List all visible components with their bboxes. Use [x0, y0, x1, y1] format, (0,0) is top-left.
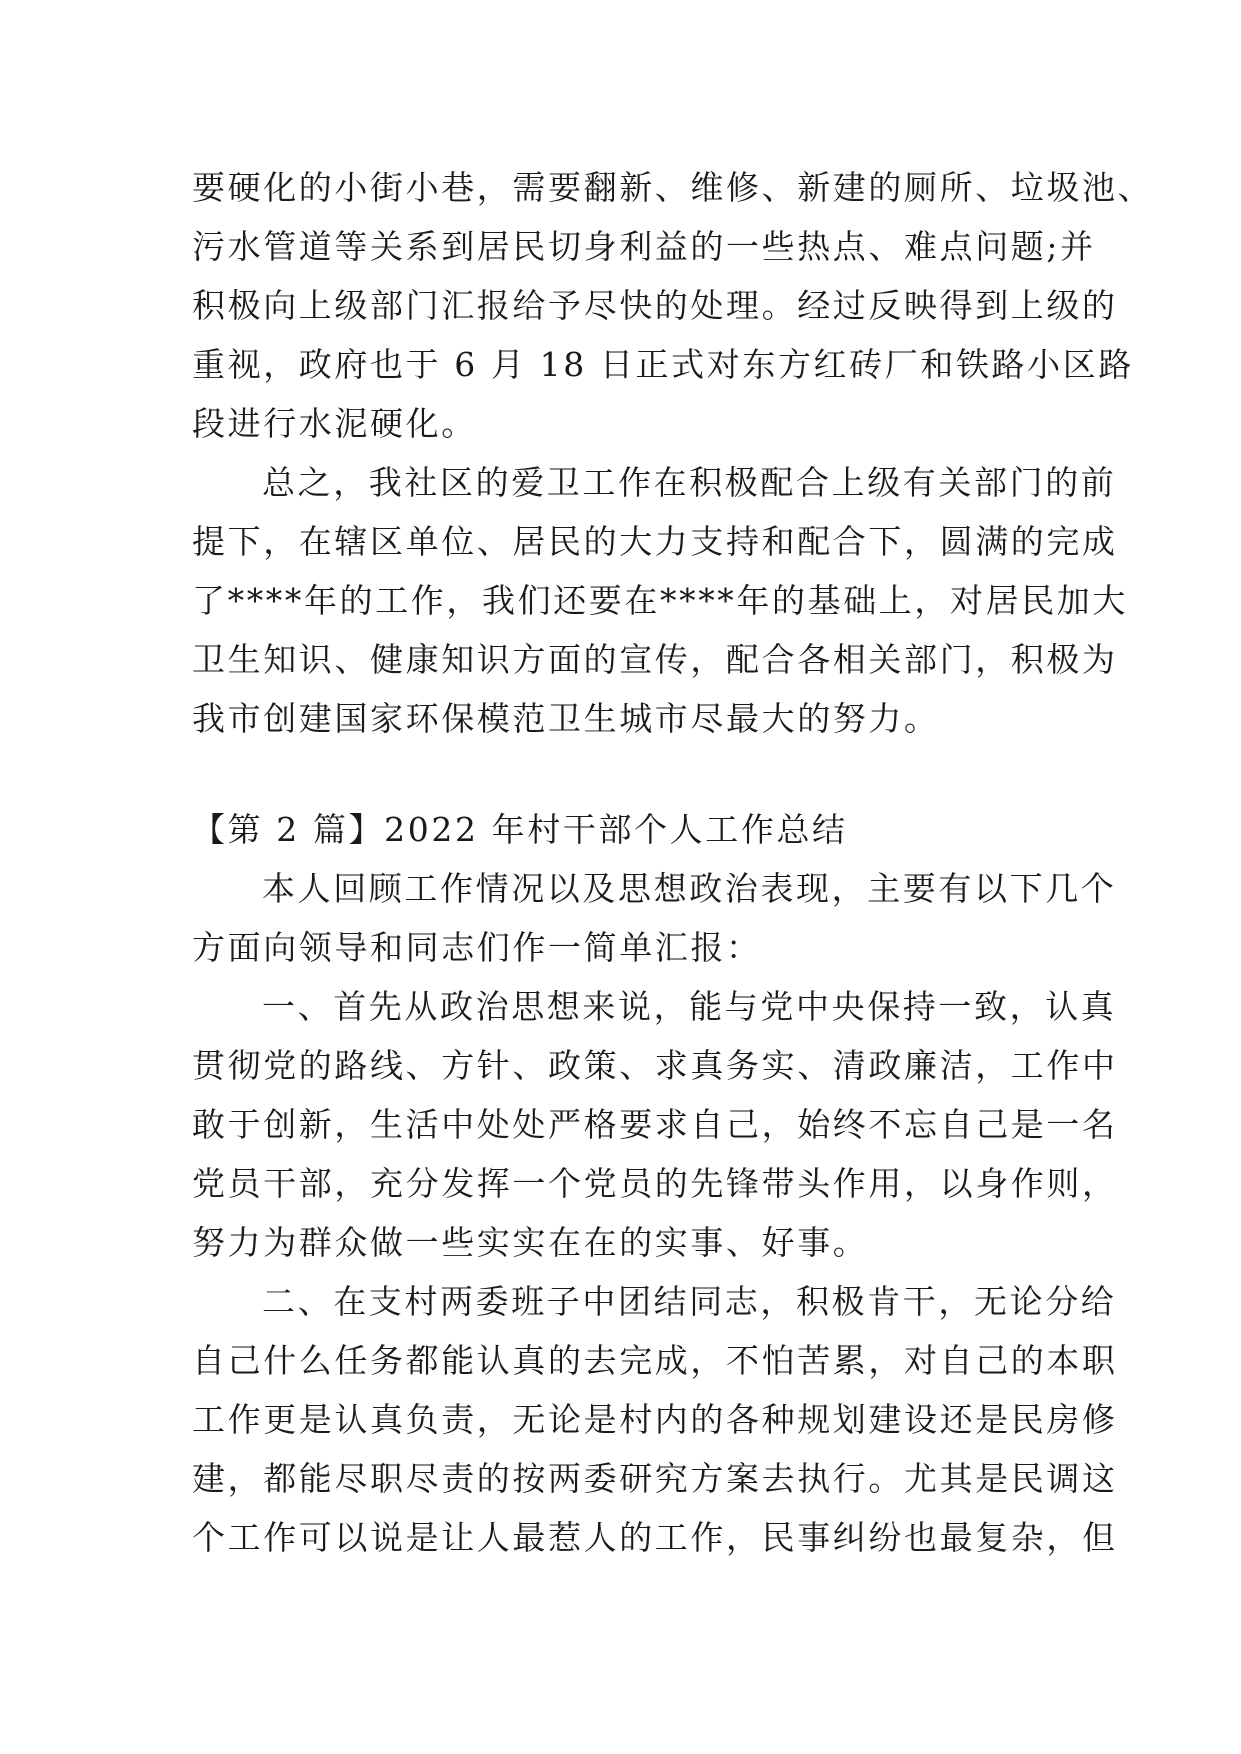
body-text-block-2 [192, 800, 1118, 1567]
text-line: 工作更是认真负责，无论是村内的各种规划建设还是民房修 [192, 1400, 1118, 1439]
text-line: 敢于创新，生活中处处严格要求自己，始终不忘自己是一名 [192, 1105, 1118, 1144]
text-line: 我市创建国家环保模范卫生城市尽最大的努力。 [192, 699, 940, 738]
paragraph-first-line: 总之，我社区的爱卫工作在积极配合上级有关部门的前 [262, 463, 1117, 502]
text-line: 自己什么任务都能认真的去完成，不怕苦累，对自己的本职 [192, 1341, 1118, 1380]
text-line: 段进行水泥硬化。 [192, 404, 477, 443]
text-line: 党员干部，充分发挥一个党员的先锋带头作用，以身作则， [192, 1164, 1118, 1203]
text-line: 积极向上级部门汇报给予尽快的处理。经过反映得到上级的 [192, 286, 1118, 325]
text-line: 提下，在辖区单位、居民的大力支持和配合下，圆满的完成 [192, 522, 1118, 561]
text-line: 建，都能尽职尽责的按两委研究方案去执行。尤其是民调这 [192, 1459, 1118, 1498]
text-line: 重视，政府也于 6 月 18 日正式对东方红砖厂和铁路小区路 [192, 345, 1134, 384]
text-line: 污水管道等关系到居民切身利益的一些热点、难点问题;并 [192, 227, 1096, 266]
paragraph-first-line: 一、首先从政治思想来说，能与党中央保持一致，认真 [262, 987, 1117, 1026]
text-line: 个工作可以说是让人最惹人的工作，民事纠纷也最复杂，但 [192, 1518, 1118, 1557]
text-line: 卫生知识、健康知识方面的宣传，配合各相关部门，积极为 [192, 640, 1118, 679]
text-line: 了****年的工作，我们还要在****年的基础上，对居民加大 [192, 581, 1128, 620]
text-line: 贯彻党的路线、方针、政策、求真务实、清政廉洁，工作中 [192, 1046, 1118, 1085]
body-text-block-1 [192, 158, 1154, 748]
paragraph-first-line: 本人回顾工作情况以及思想政治表现，主要有以下几个 [262, 869, 1117, 908]
text-line: 要硬化的小街小巷，需要翻新、维修、新建的厕所、垃圾池、 [192, 168, 1154, 207]
section-heading: 【第 2 篇】2022 年村干部个人工作总结 [192, 810, 848, 849]
text-line: 方面向领导和同志们作一简单汇报： [192, 928, 762, 967]
text-line: 努力为群众做一些实实在在的实事、好事。 [192, 1223, 869, 1262]
paragraph-first-line: 二、在支村两委班子中团结同志，积极肯干，无论分给 [262, 1282, 1117, 1321]
